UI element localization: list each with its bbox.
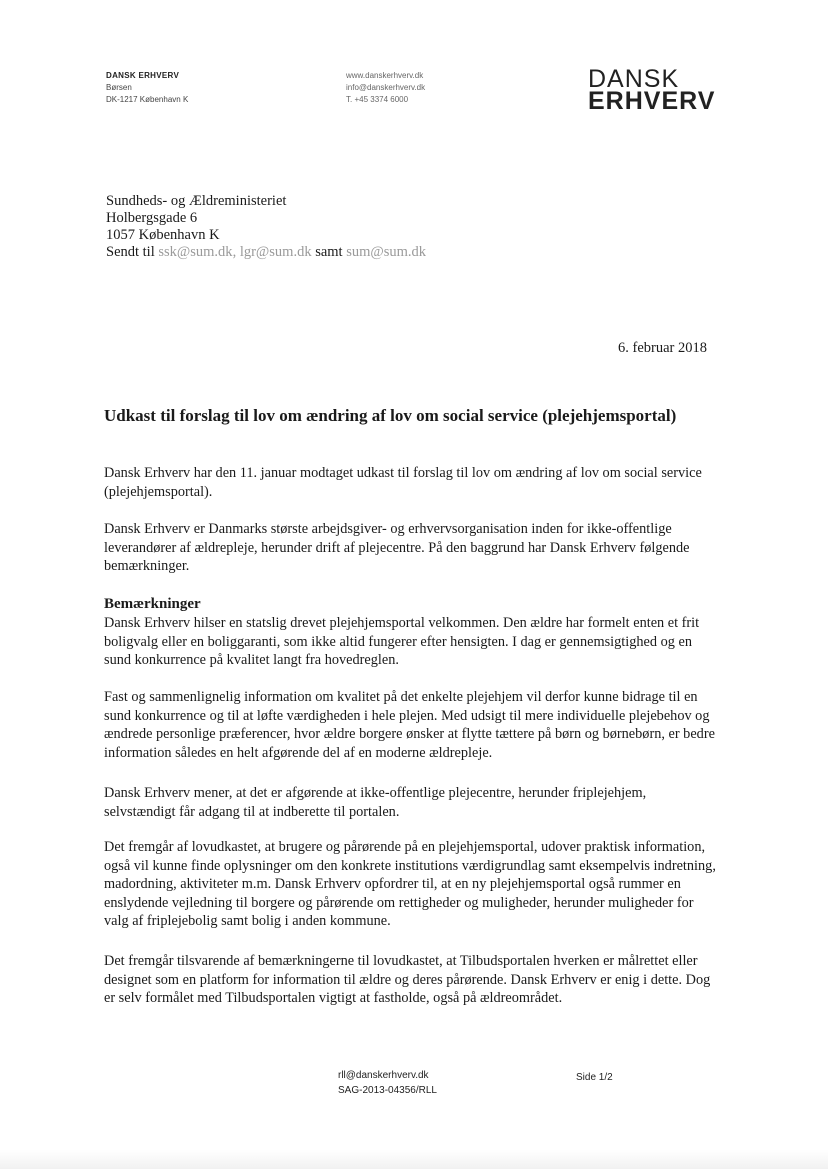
email-separator: , (232, 244, 237, 260)
and-label: samt (315, 244, 343, 260)
sender-website: www.danskerhverv.dk (346, 71, 424, 80)
paragraph-remark-4: Det fremgår af lovudkastet, at brugere og pårørende på en plejehjemsportal, udover praktisk information, også vil kunne finde oplysninger om den konkrete institutions værdigrundlag samt eksempelvis indretning, madordning, aktiviteter m.m. Dansk Erhverv opfordrer til, at en ny plejehjemsportal også rummer en enslydende vejledning til borgere og pårørende om rettigheder og muligheder, herunder muligheder for valg af friplejebolig samt bolig i anden kommune. (104, 839, 716, 930)
logo-line-2: ERHVERV (588, 87, 716, 115)
sent-to-label: Sendt til (106, 244, 155, 260)
recipient-name: Sundheds- og Ældreministeriet (106, 193, 287, 209)
paragraph-remark-1: Dansk Erhverv hilser en statslig drevet plejehjemsportal velkommen. Den ældre har formelt enten et frit boligvalg eller en boliggaranti, som ikke altid fungerer efter hensigten. I dag er gennemsigtighed og en sund konkurrence på kvalitet langt fra hovedreglen. (104, 615, 700, 669)
sender-address (106, 70, 188, 106)
section-heading-remarks: Bemærkninger (104, 596, 201, 612)
footer-email[interactable]: rll@danskerhverv.dk (338, 1070, 429, 1081)
paragraph-remark-3: Dansk Erhverv mener, at det er afgørende at ikke-offentlige plejecentre, herunder friplejehjem, selvstændigt får adgang til at indberette til portalen. (104, 785, 647, 820)
recipient-email-1[interactable]: ssk@sum.dk (158, 244, 233, 260)
letter-date: 6. februar 2018 (618, 340, 707, 356)
recipient-email-3[interactable]: sum@sum.dk (346, 244, 427, 260)
sender-phone: T. +45 3374 6000 (346, 95, 409, 104)
paragraph-remark-5: Det fremgår tilsvarende af bemærkningerne til lovudkastet, at Tilbudsportalen hverken er målrettet eller designet som en platform for information til ældre og deres pårørende. Dansk Erhverv er enig i dette. Dog er selv formålet med Tilbudsportalen vigtigt at fastholde, også på ældreområdet. (104, 953, 711, 1007)
paragraph-about: Dansk Erhverv er Danmarks største arbejdsgiver- og erhvervsorganisation inden for ikke-offentlige leverandører af ældrepleje, herunder drift af plejecentre. På den baggrund har Dansk Erhverv følgende bemærkninger. (104, 521, 690, 575)
footer-reference (338, 1068, 437, 1098)
sender-email: info@danskerhverv.dk (346, 83, 426, 92)
sender-city-line: DK-1217 København K (106, 95, 189, 104)
recipient-sent-line (106, 244, 426, 261)
dansk-erhverv-logo (588, 65, 716, 115)
paragraph-remark-2: Fast og sammenlignelig information om kvalitet på det enkelte plejehjem vil derfor kunne bidrage til en sund konkurrence og til at løfte værdigheden i hele plejen. Med udsigt til mere individuelle plejebehov og ændrede personlige præferencer, hvor ældre borgere ønsker at flytte tættere på børn og børnebørn, er bedre information således en helt afgørende del af en moderne ældrepleje. (104, 689, 715, 761)
recipient-street: Holbergsgade 6 (106, 210, 198, 226)
sender-address-line: Børsen (106, 83, 132, 92)
footer-case-number: SAG-2013-04356/RLL (338, 1085, 437, 1096)
recipient-address (106, 193, 426, 261)
page-number: Side 1/2 (576, 1072, 613, 1083)
letter-title: Udkast til forslag til lov om ændring af lov om social service (plejehjemsportal) (104, 406, 677, 425)
sender-org-name: DANSK ERHVERV (106, 71, 180, 80)
sender-contact (346, 70, 425, 106)
scan-edge-shadow (0, 1150, 828, 1169)
recipient-email-2[interactable]: lgr@sum.dk (239, 244, 312, 260)
recipient-city: 1057 København K (106, 227, 220, 243)
paragraph-intro: Dansk Erhverv har den 11. januar modtaget udkast til forslag til lov om ændring af lov om social service (plejehjemsportal). (104, 465, 702, 500)
logo-line-1: DANSK (588, 65, 680, 93)
